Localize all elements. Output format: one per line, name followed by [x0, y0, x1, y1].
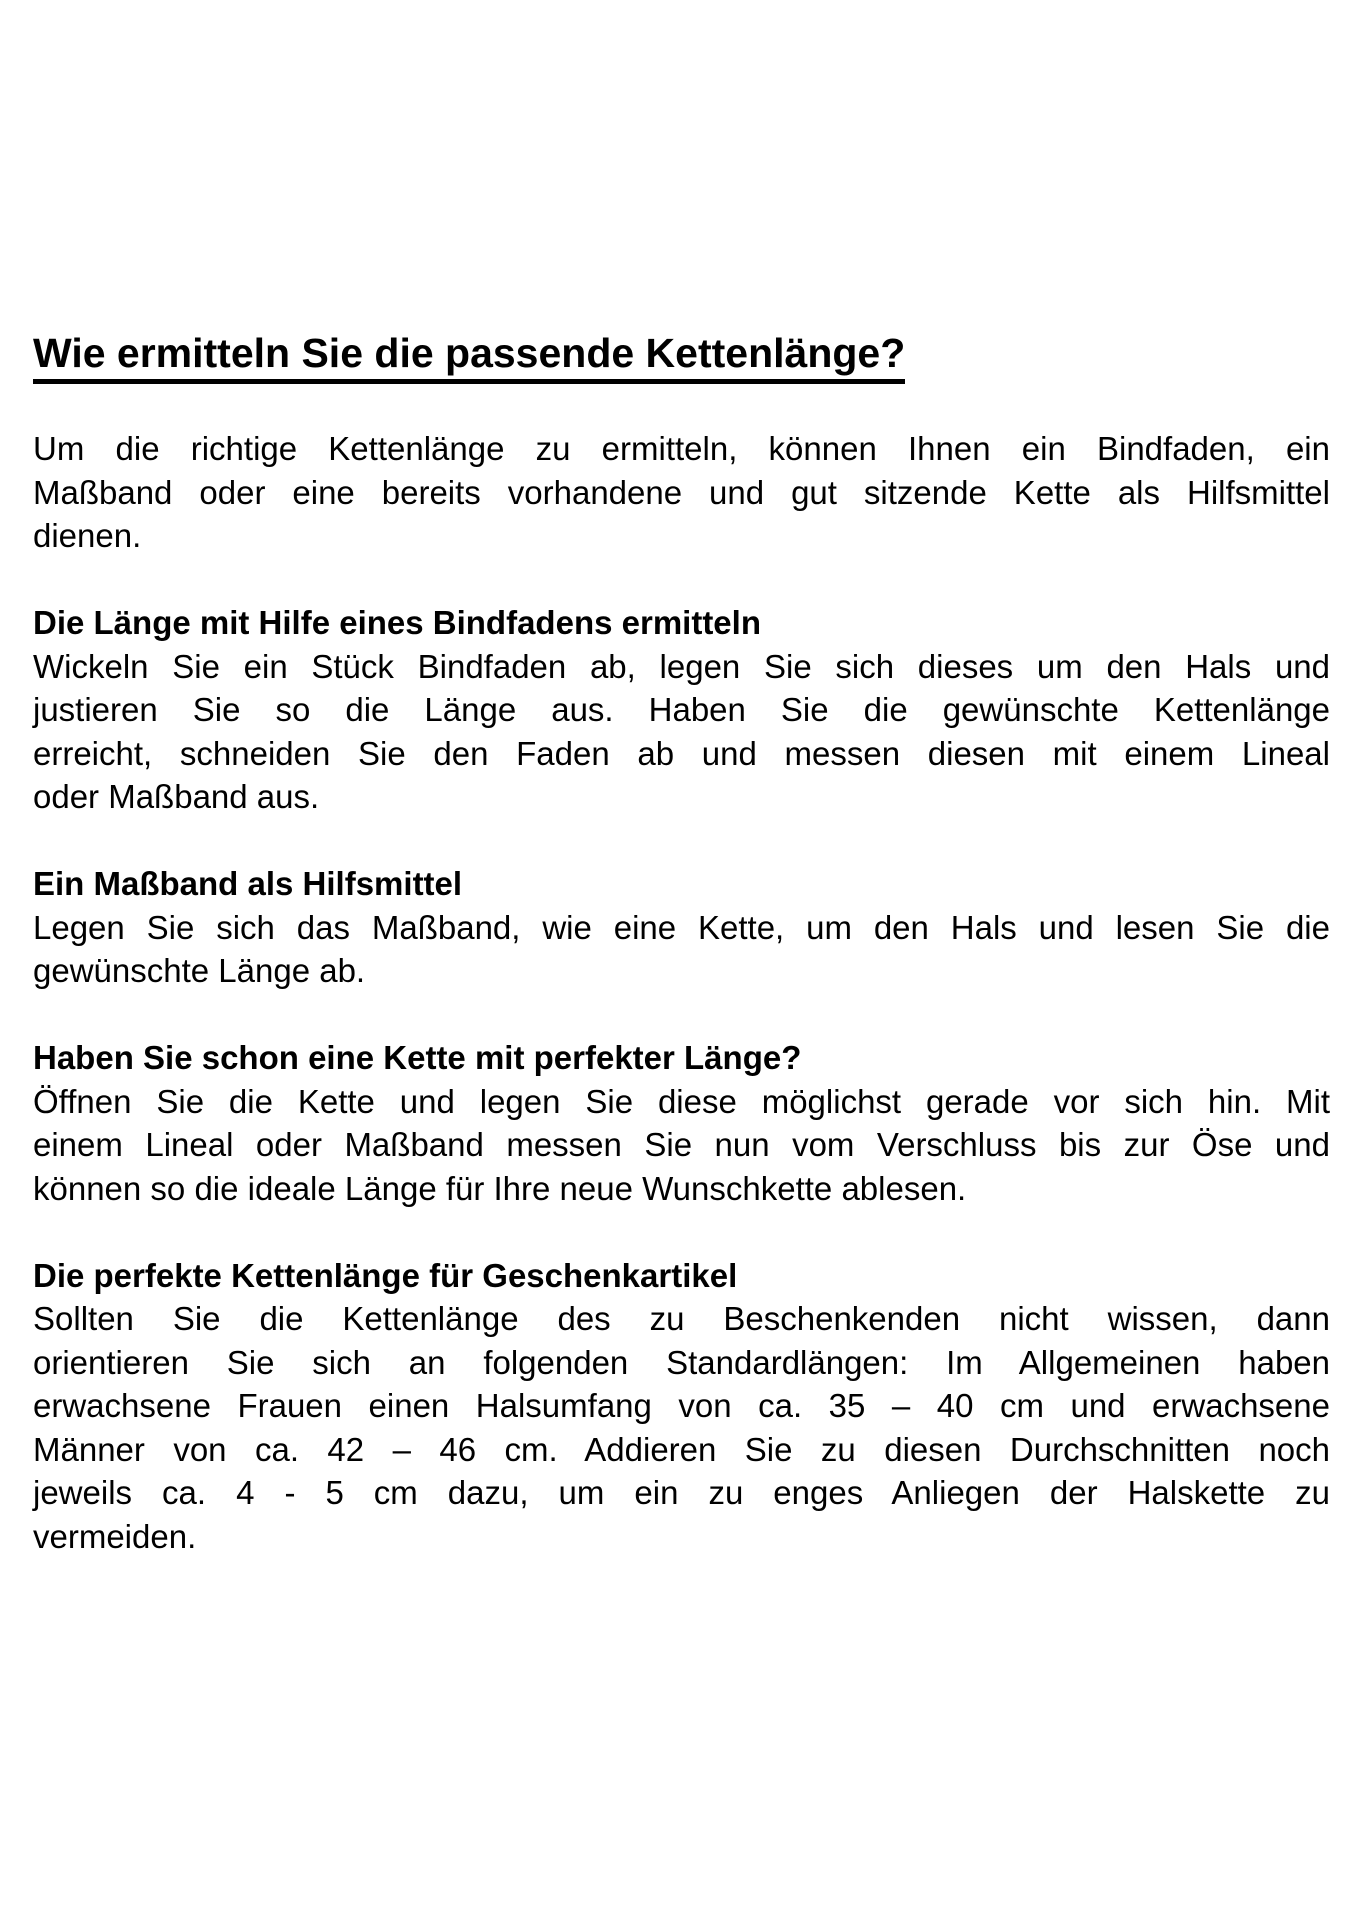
section-heading: Ein Maßband als Hilfsmittel: [33, 865, 463, 902]
text-line: können so die ideale Länge für Ihre neue Wunschkette ablesen.: [33, 1169, 967, 1207]
text-line: Öffnen Sie die Kette und legen Sie diese möglichst gerade vor sich hin. Mit: [33, 1082, 1330, 1120]
section-heading: Die Länge mit Hilfe eines Bindfadens ermitteln: [33, 604, 761, 641]
text-line: oder Maßband aus.: [33, 778, 320, 815]
section-geschenkartikel: [33, 1254, 1330, 1559]
document-title-text: Wie ermitteln Sie die passende Kettenlänge?: [33, 329, 905, 384]
section-massband: [33, 862, 1330, 993]
section-vorhandene-kette: [33, 1036, 1330, 1210]
text-line: justieren Sie so die Länge aus. Haben Sie die gewünschte Kettenlänge: [33, 691, 1330, 728]
text-line: Maßband oder eine bereits vorhandene und gut sitzende Kette als Hilfsmittel: [33, 473, 1330, 511]
text-line: orientieren Sie sich an folgenden Standardlängen: Im Allgemeinen haben: [33, 1343, 1330, 1381]
text-line: Wickeln Sie ein Stück Bindfaden ab, legen Sie sich dieses um den Hals und: [33, 647, 1330, 685]
section-paragraph: [33, 1297, 1330, 1558]
section-heading: Die perfekte Kettenlänge für Geschenkartikel: [33, 1256, 738, 1294]
text-line: Legen Sie sich das Maßband, wie eine Kette, um den Hals und lesen Sie die: [33, 908, 1330, 946]
text-line: Männer von ca. 42 – 46 cm. Addieren Sie zu diesen Durchschnitten noch: [33, 1430, 1330, 1468]
section-paragraph: [33, 645, 1330, 819]
document-content: [33, 329, 1330, 1602]
section-heading: Haben Sie schon eine Kette mit perfekter Länge?: [33, 1039, 802, 1076]
section-paragraph: [33, 1080, 1330, 1211]
text-line: erwachsene Frauen einen Halsumfang von ca. 35 – 40 cm und erwachsene: [33, 1387, 1330, 1424]
text-line: erreicht, schneiden Sie den Faden ab und messen diesen mit einem Lineal: [33, 734, 1330, 772]
document-title: [33, 329, 1330, 384]
text-line: einem Lineal oder Maßband messen Sie nun vom Verschluss bis zur Öse und: [33, 1126, 1330, 1163]
intro-paragraph: [33, 427, 1330, 558]
text-line: jeweils ca. 4 - 5 cm dazu, um ein zu enges Anliegen der Halskette zu: [33, 1474, 1330, 1511]
text-line: vermeiden.: [33, 1517, 197, 1555]
text-line: dienen.: [33, 517, 142, 554]
section-bindfaden: [33, 601, 1330, 819]
section-paragraph: [33, 906, 1330, 993]
text-line: Sollten Sie die Kettenlänge des zu Beschenkenden nicht wissen, dann: [33, 1300, 1330, 1337]
text-line: Um die richtige Kettenlänge zu ermitteln, können Ihnen ein Bindfaden, ein: [33, 430, 1330, 467]
text-line: gewünschte Länge ab.: [33, 952, 366, 989]
